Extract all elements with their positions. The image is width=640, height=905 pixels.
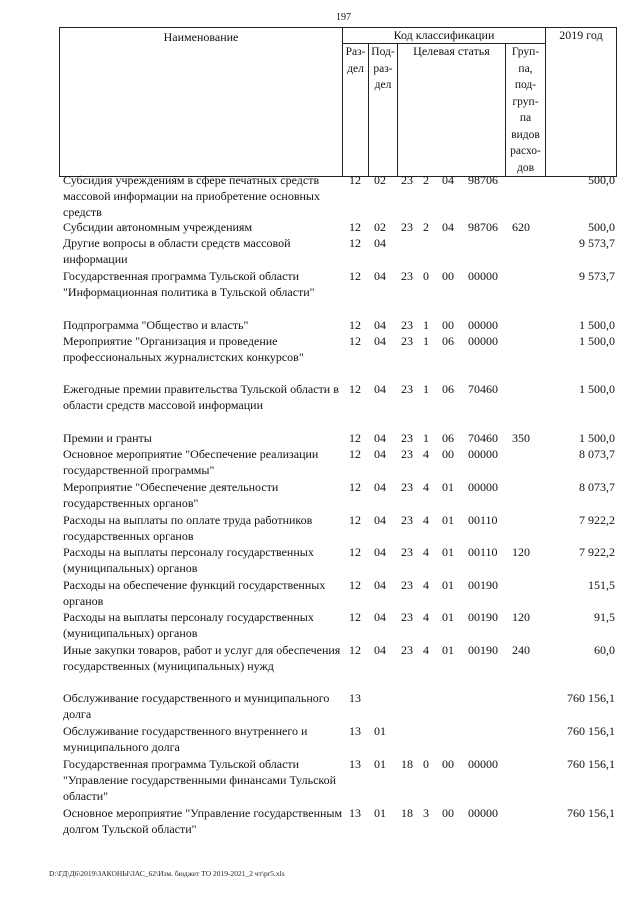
row-target-subprogram: 0 xyxy=(423,757,429,771)
row-subsection: 04 xyxy=(374,578,386,592)
row-subsection: 04 xyxy=(374,610,386,624)
row-target-subprogram: 0 xyxy=(423,269,429,283)
row-name: Расходы на выплаты по оплате труда работников государственных органов xyxy=(63,513,313,543)
header-subsection: Под- раз- дел xyxy=(369,44,398,177)
row-amount: 760 156,1 xyxy=(567,724,615,738)
row-section: 12 xyxy=(349,318,361,332)
row-target-event: 01 xyxy=(442,513,454,527)
row-section: 13 xyxy=(349,691,361,705)
row-target-program: 23 xyxy=(401,513,413,527)
row-target-subprogram: 4 xyxy=(423,513,429,527)
row-target-program: 23 xyxy=(401,480,413,494)
row-target-direction: 70460 xyxy=(468,431,498,445)
row-name: Субсидия учреждениям в сфере печатных средств массовой информации на приобретение основных средств xyxy=(63,173,320,219)
file-path-footer: D:\ГД\Д6\2019\ЗАКОНЫ\ЗАС_62\Изм. бюджет ТО 2019-2021_2 чт\pr5.xls xyxy=(49,869,285,878)
row-subsection: 04 xyxy=(374,382,386,396)
row-amount: 9 573,7 xyxy=(579,269,615,283)
row-target-event: 01 xyxy=(442,610,454,624)
row-name: Мероприятие "Обеспечение деятельности государственных органов" xyxy=(63,480,279,510)
row-target-event: 06 xyxy=(442,382,454,396)
row-name: Другие вопросы в области средств массовой информации xyxy=(63,236,291,266)
row-target-program: 23 xyxy=(401,431,413,445)
row-target-direction: 00190 xyxy=(468,610,498,624)
row-name: Расходы на обеспечение функций государственных органов xyxy=(63,578,326,608)
row-name: Обслуживание государственного и муниципального долга xyxy=(63,691,330,721)
row-target-subprogram: 4 xyxy=(423,610,429,624)
row-target-subprogram: 2 xyxy=(423,173,429,187)
header-target: Целевая статья xyxy=(398,44,506,177)
header-code: Код классификации xyxy=(343,28,546,44)
row-section: 12 xyxy=(349,220,361,234)
row-target-direction: 00000 xyxy=(468,806,498,820)
row-amount: 151,5 xyxy=(588,578,615,592)
row-subsection: 01 xyxy=(374,757,386,771)
row-target-event: 01 xyxy=(442,643,454,657)
row-target-subprogram: 1 xyxy=(423,334,429,348)
row-amount: 60,0 xyxy=(594,643,615,657)
row-amount: 1 500,0 xyxy=(579,431,615,445)
row-name: Основное мероприятие "Обеспечение реализации государственной программы" xyxy=(63,447,319,477)
row-amount: 91,5 xyxy=(594,610,615,624)
row-target-event: 01 xyxy=(442,545,454,559)
row-name: Расходы на выплаты персоналу государственных (муниципальных) органов xyxy=(63,545,314,575)
header-section: Раз- дел xyxy=(343,44,369,177)
row-amount: 1 500,0 xyxy=(579,318,615,332)
row-target-event: 01 xyxy=(442,578,454,592)
row-name: Подпрограмма "Общество и власть" xyxy=(63,318,249,332)
row-target-direction: 00000 xyxy=(468,757,498,771)
row-name: Государственная программа Тульской области "Информационная политика в Тульской области" xyxy=(63,269,315,299)
row-amount: 9 573,7 xyxy=(579,236,615,250)
row-subsection: 04 xyxy=(374,334,386,348)
row-subsection: 01 xyxy=(374,806,386,820)
row-target-direction: 00190 xyxy=(468,578,498,592)
row-subsection: 04 xyxy=(374,513,386,527)
row-section: 13 xyxy=(349,724,361,738)
row-target-direction: 98706 xyxy=(468,173,498,187)
row-group: 240 xyxy=(512,643,530,657)
row-target-event: 00 xyxy=(442,269,454,283)
row-target-subprogram: 4 xyxy=(423,545,429,559)
row-section: 12 xyxy=(349,269,361,283)
row-amount: 500,0 xyxy=(588,173,615,187)
row-subsection: 04 xyxy=(374,480,386,494)
row-subsection: 04 xyxy=(374,545,386,559)
page-number: 197 xyxy=(336,12,351,23)
row-group: 120 xyxy=(512,545,530,559)
row-target-subprogram: 2 xyxy=(423,220,429,234)
row-section: 12 xyxy=(349,447,361,461)
row-name: Субсидии автономным учреждениям xyxy=(63,220,253,234)
row-section: 12 xyxy=(349,610,361,624)
row-target-program: 23 xyxy=(401,447,413,461)
row-target-program: 23 xyxy=(401,382,413,396)
row-subsection: 02 xyxy=(374,173,386,187)
row-name: Иные закупки товаров, работ и услуг для обеспечения государственных (муниципальных) нужд xyxy=(63,643,341,673)
row-group: 350 xyxy=(512,431,530,445)
row-amount: 8 073,7 xyxy=(579,447,615,461)
row-target-direction: 00000 xyxy=(468,269,498,283)
row-section: 12 xyxy=(349,431,361,445)
row-section: 12 xyxy=(349,578,361,592)
row-target-direction: 00000 xyxy=(468,334,498,348)
row-name: Государственная программа Тульской области "Управление государственными финансами Тульской области" xyxy=(63,757,337,803)
row-target-program: 23 xyxy=(401,545,413,559)
row-target-event: 06 xyxy=(442,431,454,445)
row-target-program: 23 xyxy=(401,334,413,348)
row-name: Мероприятие "Организация и проведение профессиональных журналистских конкурсов" xyxy=(63,334,304,364)
row-target-direction: 00000 xyxy=(468,480,498,494)
row-target-event: 04 xyxy=(442,220,454,234)
row-target-direction: 70460 xyxy=(468,382,498,396)
row-target-program: 23 xyxy=(401,578,413,592)
row-target-subprogram: 4 xyxy=(423,578,429,592)
row-target-subprogram: 3 xyxy=(423,806,429,820)
row-target-program: 18 xyxy=(401,806,413,820)
row-name: Обслуживание государственного внутреннего и муниципального долга xyxy=(63,724,308,754)
row-section: 13 xyxy=(349,757,361,771)
row-subsection: 04 xyxy=(374,269,386,283)
row-amount: 760 156,1 xyxy=(567,806,615,820)
row-group: 620 xyxy=(512,220,530,234)
row-target-program: 23 xyxy=(401,610,413,624)
row-target-event: 00 xyxy=(442,318,454,332)
row-amount: 760 156,1 xyxy=(567,691,615,705)
row-target-event: 04 xyxy=(442,173,454,187)
row-subsection: 04 xyxy=(374,447,386,461)
row-amount: 500,0 xyxy=(588,220,615,234)
row-target-program: 23 xyxy=(401,220,413,234)
row-target-event: 01 xyxy=(442,480,454,494)
row-target-event: 00 xyxy=(442,447,454,461)
row-name: Премии и гранты xyxy=(63,431,152,445)
row-section: 12 xyxy=(349,382,361,396)
header-year: 2019 год xyxy=(546,28,617,177)
row-target-subprogram: 1 xyxy=(423,382,429,396)
row-target-direction: 00000 xyxy=(468,447,498,461)
row-target-direction: 00000 xyxy=(468,318,498,332)
row-subsection: 02 xyxy=(374,220,386,234)
row-target-subprogram: 1 xyxy=(423,431,429,445)
row-target-program: 23 xyxy=(401,643,413,657)
row-group: 120 xyxy=(512,610,530,624)
row-subsection: 04 xyxy=(374,318,386,332)
row-target-direction: 00110 xyxy=(468,545,498,559)
row-amount: 8 073,7 xyxy=(579,480,615,494)
row-target-program: 23 xyxy=(401,269,413,283)
row-amount: 7 922,2 xyxy=(579,513,615,527)
row-section: 12 xyxy=(349,480,361,494)
row-name: Основное мероприятие "Управление государственным долгом Тульской области" xyxy=(63,806,343,836)
row-section: 12 xyxy=(349,236,361,250)
row-target-subprogram: 4 xyxy=(423,480,429,494)
row-amount: 7 922,2 xyxy=(579,545,615,559)
row-target-program: 18 xyxy=(401,757,413,771)
row-section: 12 xyxy=(349,545,361,559)
row-amount: 760 156,1 xyxy=(567,757,615,771)
row-section: 12 xyxy=(349,173,361,187)
header-group: Груп- па, под- груп- па видов расхо- дов xyxy=(506,44,546,177)
row-subsection: 01 xyxy=(374,724,386,738)
row-target-subprogram: 1 xyxy=(423,318,429,332)
row-target-program: 23 xyxy=(401,318,413,332)
row-section: 12 xyxy=(349,513,361,527)
row-section: 12 xyxy=(349,643,361,657)
row-name: Расходы на выплаты персоналу государственных (муниципальных) органов xyxy=(63,610,314,640)
row-subsection: 04 xyxy=(374,643,386,657)
row-target-event: 06 xyxy=(442,334,454,348)
row-target-program: 23 xyxy=(401,173,413,187)
row-subsection: 04 xyxy=(374,236,386,250)
row-target-event: 00 xyxy=(442,806,454,820)
row-target-direction: 98706 xyxy=(468,220,498,234)
row-amount: 1 500,0 xyxy=(579,382,615,396)
row-target-subprogram: 4 xyxy=(423,447,429,461)
row-subsection: 04 xyxy=(374,431,386,445)
header-name: Наименование xyxy=(60,28,343,177)
row-target-subprogram: 4 xyxy=(423,643,429,657)
row-target-direction: 00190 xyxy=(468,643,498,657)
row-section: 12 xyxy=(349,334,361,348)
row-section: 13 xyxy=(349,806,361,820)
row-name: Ежегодные премии правительства Тульской области в области средств массовой информации xyxy=(63,382,339,412)
row-target-direction: 00110 xyxy=(468,513,498,527)
row-amount: 1 500,0 xyxy=(579,334,615,348)
row-target-event: 00 xyxy=(442,757,454,771)
